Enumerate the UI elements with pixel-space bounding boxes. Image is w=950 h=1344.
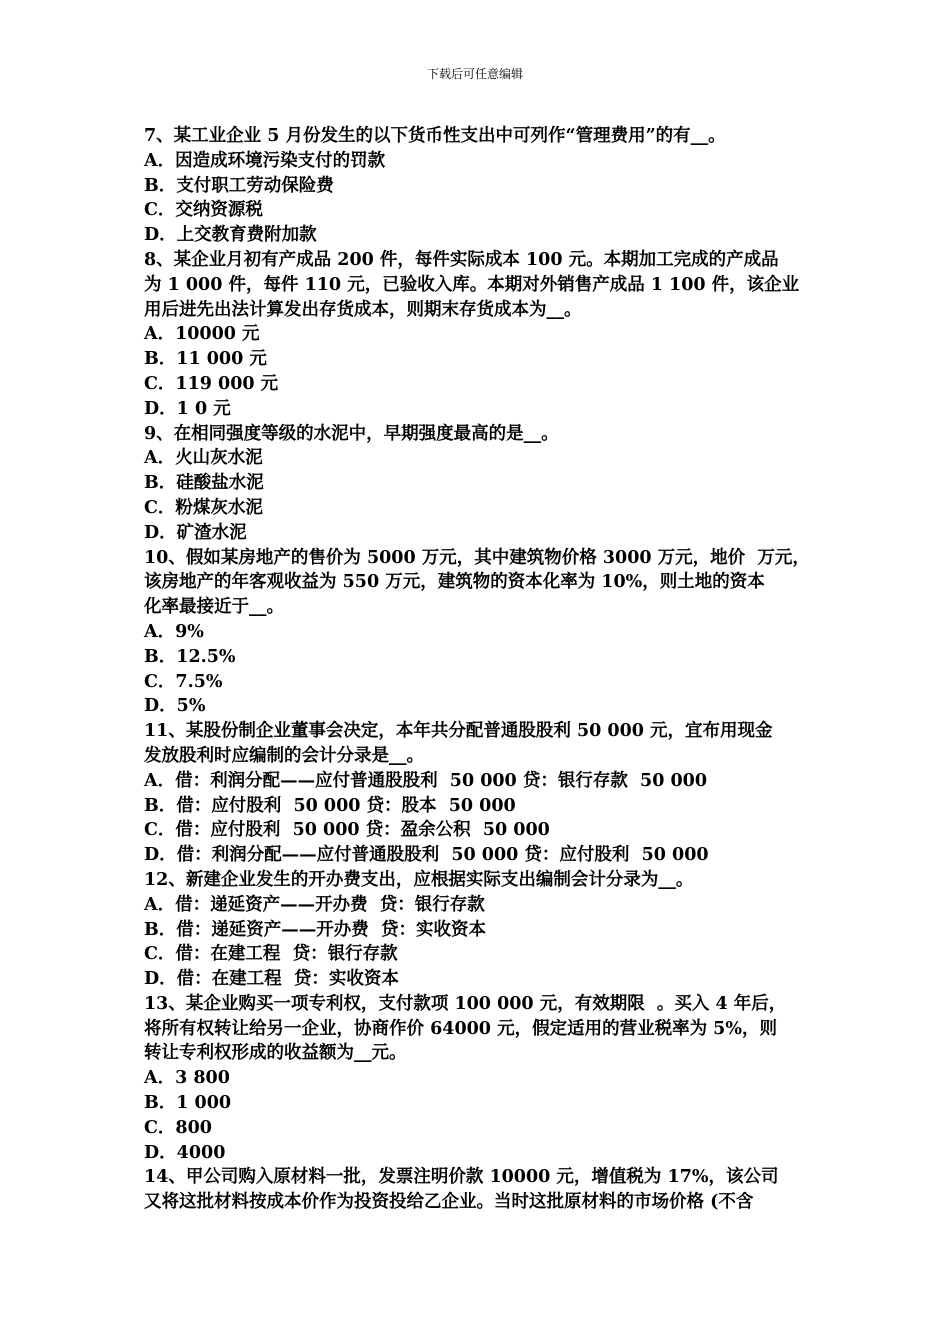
question-stem: 又将这批材料按成本价作为投资投给乙企业。当时这批原材料的市场价格 (不含	[144, 1192, 754, 1213]
option-a: A．火山灰水泥	[144, 448, 263, 469]
option-b: B．支付职工劳动保险费	[144, 175, 334, 196]
option-d: D．借：在建工程 贷：实收资本	[144, 969, 399, 990]
option-b: B．11 000 元	[144, 349, 267, 370]
option-d: D．1 0 元	[144, 398, 231, 419]
question-stem: 8、某企业月初有产成品 200 件，每件实际成本 100 元。本期加工完成的产成品	[144, 249, 779, 270]
question-8	[144, 248, 814, 422]
option-d: D．上交教育费附加款	[144, 225, 317, 246]
question-stem: 14、甲公司购入原材料一批，发票注明价款 10000 元，增值税为 17%，该公司	[144, 1167, 779, 1188]
question-stem: 发放股利时应编制的会计分录是__。	[144, 745, 424, 766]
option-c: C．交纳资源税	[144, 200, 263, 221]
question-12	[144, 868, 814, 992]
option-b: B．12.5%	[144, 646, 236, 667]
question-stem: 化率最接近于__。	[144, 597, 284, 618]
option-d: D．4000	[144, 1142, 226, 1163]
option-a: A．10000 元	[144, 324, 260, 345]
question-stem: 该房地产的年客观收益为 550 万元，建筑物的资本化率为 10%，则土地的资本	[144, 572, 765, 593]
question-stem: 7、某工业企业 5 月份发生的以下货币性支出中可列作“管理费用”的有__。	[144, 126, 726, 146]
option-c: C．7.5%	[144, 671, 223, 692]
question-stem: 转让专利权形成的收益额为__元。	[144, 1043, 407, 1064]
option-d: D．借：利润分配——应付普通股股利 50 000 贷：应付股利 50 000	[144, 845, 709, 866]
question-stem: 将所有权转让给另一企业，协商作价 64000 元，假定适用的营业税率为 5%，则	[144, 1018, 777, 1039]
question-9	[144, 422, 814, 546]
question-stem: 11、某股份制企业董事会决定，本年共分配普通股股利 50 000 元，宜布用现金	[144, 721, 773, 742]
option-c: C．粉煤灰水泥	[144, 497, 263, 518]
question-stem: 9、在相同强度等级的水泥中，早期强度最高的是__。	[144, 423, 559, 444]
question-stem: 13、某企业购买一项专利权，支付款项 100 000 元，有效期限 。买入 4 年后，	[144, 993, 787, 1014]
page-header: 下载后可任意编辑	[426, 67, 523, 81]
option-c: C．借：应付股利 50 000 贷：盈余公积 50 000	[144, 820, 550, 841]
question-11	[144, 719, 814, 868]
option-a: A．因造成环境污染支付的罚款	[144, 150, 386, 171]
question-14	[144, 1165, 814, 1215]
question-stem: 为 1 000 件，每件 110 元，已验收入库。本期对外销售产成品 1 100 件，该企业	[144, 274, 800, 295]
option-d: D．5%	[144, 696, 206, 717]
question-stem: 用后进先出法计算发出存货成本，则期末存货成本为__。	[144, 299, 582, 320]
option-a: A．借：递延资产——开办费 贷：银行存款	[144, 894, 485, 915]
question-list	[144, 124, 814, 1215]
option-c: C．800	[144, 1117, 212, 1138]
option-c: C．借：在建工程 贷：银行存款	[144, 944, 398, 965]
option-a: A．借：利润分配——应付普通股股利 50 000 贷：银行存款 50 000	[144, 770, 707, 791]
option-b: B．借：应付股利 50 000 贷：股本 50 000	[144, 795, 516, 816]
question-13	[144, 992, 814, 1166]
option-b: B．1 000	[144, 1093, 232, 1114]
option-a: A．9%	[144, 621, 204, 642]
question-stem: 10、假如某房地产的售价为 5000 万元，其中建筑物价格 3000 万元，地价 万元，	[144, 547, 810, 568]
question-stem: 12、新建企业发生的开办费支出，应根据实际支出编制会计分录为__。	[144, 869, 694, 890]
question-7	[144, 124, 814, 248]
question-10	[144, 546, 814, 720]
option-b: B．借：递延资产——开办费 贷：实收资本	[144, 919, 486, 940]
option-d: D．矿渣水泥	[144, 522, 247, 543]
option-c: C．119 000 元	[144, 373, 279, 394]
option-b: B．硅酸盐水泥	[144, 473, 264, 494]
option-a: A．3 800	[144, 1068, 230, 1089]
